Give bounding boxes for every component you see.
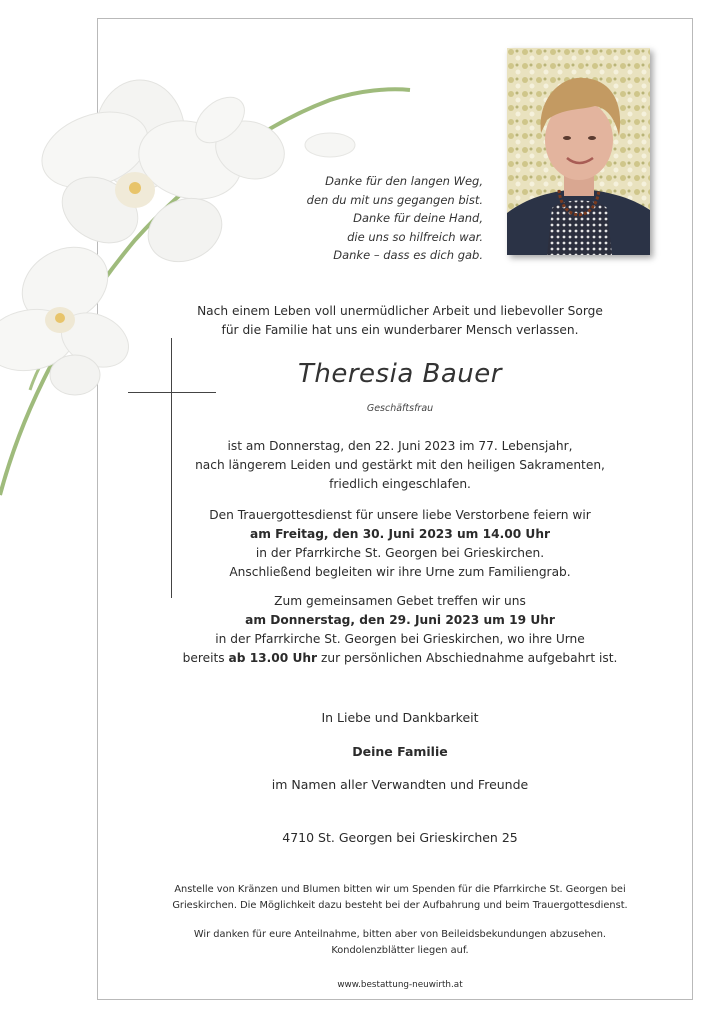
poem-line: Danke für den langen Weg, bbox=[325, 174, 483, 188]
prayer-date: am Donnerstag, den 29. Juni 2023 um 19 Uhr bbox=[245, 613, 555, 627]
intro-line: für die Familie hat uns ein wunderbarer Mensch verlassen. bbox=[221, 323, 579, 337]
donation-note bbox=[150, 882, 650, 914]
prayer-place: in der Pfarrkirche St. Georgen bei Grieskirchen, wo ihre Urne bbox=[215, 632, 585, 646]
orchid-flower-bottom bbox=[0, 232, 137, 395]
poem-line: Danke – dass es dich gab. bbox=[333, 248, 483, 262]
donation-line: Grieskirchen. Die Möglichkeit dazu besteht bei der Aufbahrung und beim Trauergottesdienst. bbox=[172, 900, 628, 911]
prayer-viewing-pre: bereits bbox=[182, 651, 225, 665]
deceased-occupation: Geschäftsfrau bbox=[366, 403, 434, 414]
website-link[interactable]: www.bestattung-neuwirth.at bbox=[337, 980, 463, 990]
memorial-poem bbox=[250, 172, 483, 265]
death-line: ist am Donnerstag, den 22. Juni 2023 im 77. Lebensjahr, bbox=[227, 439, 573, 453]
portrait-photo bbox=[507, 48, 650, 255]
prayer-viewing bbox=[150, 649, 650, 668]
orchid-decoration bbox=[0, 40, 420, 500]
intro-text bbox=[150, 302, 650, 340]
funeral-date: am Freitag, den 30. Juni 2023 um 14.00 Uhr bbox=[249, 527, 551, 541]
poem-line: die uns so hilfreich war. bbox=[347, 229, 483, 244]
prayer-viewing-post: zur persönlichen Abschiednahme aufgebahrt ist. bbox=[320, 651, 618, 665]
cross-horizontal bbox=[128, 392, 216, 393]
poem-line: Danke für deine Hand, bbox=[353, 211, 483, 225]
death-line: friedlich eingeschlafen. bbox=[329, 477, 471, 491]
funeral-line: Anschließend begleiten wir ihre Urne zum Familiengrab. bbox=[229, 565, 571, 579]
thanks-note bbox=[150, 927, 650, 959]
deceased-name: Theresia Bauer bbox=[298, 359, 502, 389]
prayer-service bbox=[150, 592, 650, 668]
death-line: nach längerem Leiden und gestärkt mit den heiligen Sakramenten, bbox=[195, 458, 605, 472]
closing-family: Deine Familie bbox=[352, 744, 448, 759]
thanks-line: Wir danken für eure Anteilnahme, bitten aber von Beileidsbekundungen abzusehen. bbox=[193, 929, 607, 940]
funeral-place: in der Pfarrkirche St. Georgen bei Grieskirchen. bbox=[255, 546, 545, 560]
closing-love: In Liebe und Dankbarkeit bbox=[321, 710, 479, 725]
death-notice bbox=[150, 437, 650, 494]
prayer-viewing-time: ab 13.00 Uhr bbox=[228, 651, 318, 665]
donation-line: Anstelle von Kränzen und Blumen bitten wir um Spenden für die Pfarrkirche St. Georgen bei bbox=[174, 884, 626, 895]
thanks-line: Kondolenzblätter liegen auf. bbox=[331, 945, 469, 956]
closing-relatives: im Namen aller Verwandten und Freunde bbox=[271, 777, 529, 792]
intro-line: Nach einem Leben voll unermüdlicher Arbeit und liebevoller Sorge bbox=[197, 304, 603, 318]
poem-line: den du mit uns gegangen bist. bbox=[306, 192, 483, 207]
prayer-line: Zum gemeinsamen Gebet treffen wir uns bbox=[274, 594, 526, 608]
family-address: 4710 St. Georgen bei Grieskirchen 25 bbox=[282, 830, 518, 845]
funeral-line: Den Trauergottesdienst für unsere liebe Verstorbene feiern wir bbox=[209, 508, 591, 522]
funeral-service bbox=[150, 506, 650, 582]
